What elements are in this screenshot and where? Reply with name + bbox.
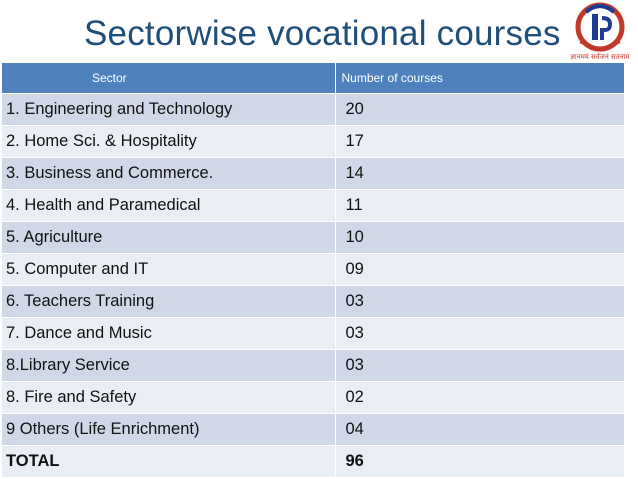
table-total-row bbox=[2, 446, 624, 478]
course-count-cell: 03 bbox=[335, 350, 624, 382]
ignou-emblem-icon bbox=[572, 2, 628, 52]
sector-cell: TOTAL bbox=[2, 446, 335, 478]
course-count-cell: 20 bbox=[335, 94, 624, 126]
table-row bbox=[2, 286, 624, 318]
course-count-cell: 09 bbox=[335, 254, 624, 286]
sector-cell: 3. Business and Commerce. bbox=[2, 158, 335, 190]
sector-cell: 2. Home Sci. & Hospitality bbox=[2, 126, 335, 158]
course-count-cell: 03 bbox=[335, 318, 624, 350]
sector-cell: 1. Engineering and Technology bbox=[2, 94, 335, 126]
header-sector: Sector bbox=[2, 63, 335, 94]
table-row bbox=[2, 350, 624, 382]
course-count-cell: 03 bbox=[335, 286, 624, 318]
table-row bbox=[2, 94, 624, 126]
sector-cell: 4. Health and Paramedical bbox=[2, 190, 335, 222]
table-row bbox=[2, 414, 624, 446]
logo-tagline: ज्ञानमयं सर्वजनं सतनाम bbox=[570, 53, 630, 61]
table-header-row bbox=[2, 63, 624, 94]
course-count-cell: 14 bbox=[335, 158, 624, 190]
table-row bbox=[2, 318, 624, 350]
courses-table bbox=[2, 63, 625, 477]
course-count-cell: 96 bbox=[335, 446, 624, 478]
table-row bbox=[2, 222, 624, 254]
table-row bbox=[2, 126, 624, 158]
sector-cell: 9 Others (Life Enrichment) bbox=[2, 414, 335, 446]
ignou-logo bbox=[566, 2, 634, 64]
course-count-cell: 17 bbox=[335, 126, 624, 158]
course-count-cell: 04 bbox=[335, 414, 624, 446]
header-number-of-courses: Number of courses bbox=[335, 63, 624, 94]
sector-cell: 7. Dance and Music bbox=[2, 318, 335, 350]
table-row bbox=[2, 158, 624, 190]
table-row bbox=[2, 254, 624, 286]
table-row bbox=[2, 382, 624, 414]
course-count-cell: 10 bbox=[335, 222, 624, 254]
page-title: Sectorwise vocational courses bbox=[84, 14, 561, 53]
sector-cell: 5. Computer and IT bbox=[2, 254, 335, 286]
course-count-cell: 11 bbox=[335, 190, 624, 222]
sector-cell: 5. Agriculture bbox=[2, 222, 335, 254]
sector-cell: 8. Fire and Safety bbox=[2, 382, 335, 414]
table-row bbox=[2, 190, 624, 222]
sector-cell: 8.Library Service bbox=[2, 350, 335, 382]
sector-cell: 6. Teachers Training bbox=[2, 286, 335, 318]
course-count-cell: 02 bbox=[335, 382, 624, 414]
